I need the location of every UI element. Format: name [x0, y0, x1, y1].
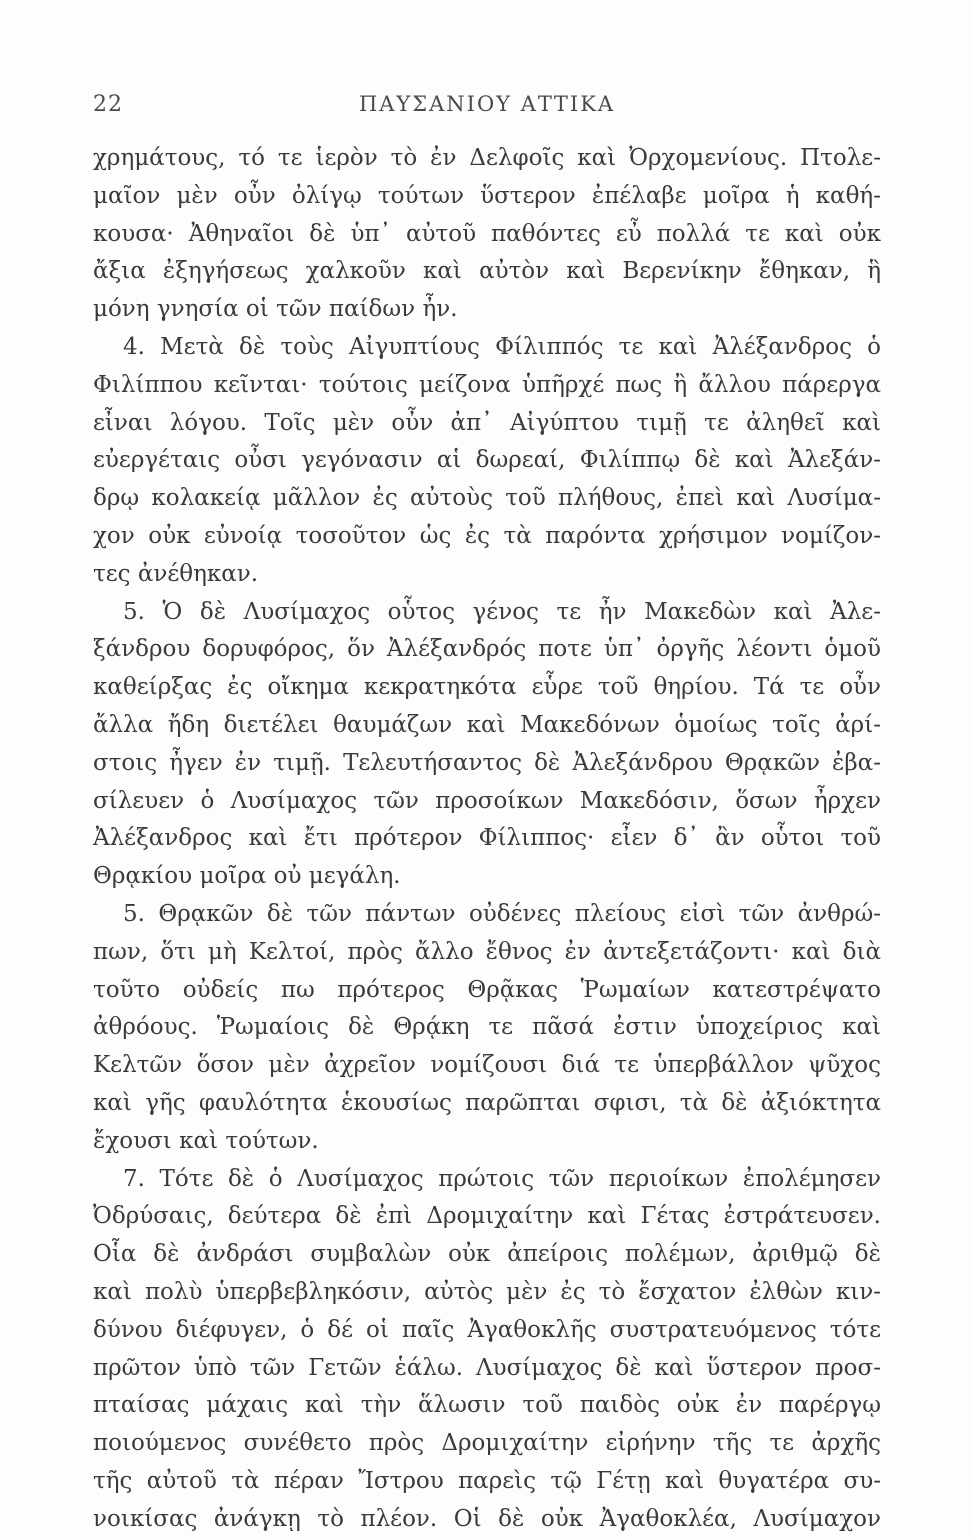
- text-line: Ἀλέξανδρος καὶ ἔτι πρότερον Φίλιππος· εἶεν δ᾽ ἂν οὗτοι τοῦ: [93, 825, 881, 852]
- text-line: Ὀδρύσαις, δεύτερα δὲ ἐπὶ Δρομιχαίτην καὶ Γέτας ἐστράτευσεν.: [93, 1203, 881, 1230]
- text-line: πταίσας μάχαις καὶ τὴν ἅλωσιν τοῦ παιδὸς οὐκ ἐν παρέργῳ: [93, 1392, 881, 1419]
- text-line: ἄξια ἐξηγήσεως χαλκοῦν καὶ αὐτὸν καὶ Βερενίκην ἔθηκαν, ἣ: [93, 258, 881, 285]
- body-text: [93, 140, 881, 1538]
- text-line: δύνου διέφυγεν, ὁ δέ οἱ παῖς Ἀγαθοκλῆς συστρατευόμενος τότε: [93, 1316, 881, 1343]
- text-line: ἔχουσι καὶ τούτων.: [93, 1127, 319, 1154]
- text-line: στοις ἦγεν ἐν τιμῇ. Τελευτήσαντος δὲ Ἀλεξάνδρου Θρᾳκῶν ἐβα-: [93, 749, 881, 776]
- text-line: τες ἀνέθηκαν.: [93, 560, 259, 587]
- text-line: ἀθρόους. Ῥωμαίοις δὲ Θρᾴκη τε πᾶσά ἐστιν ὑποχείριος καὶ: [93, 1014, 881, 1041]
- text-line: δρῳ κολακείᾳ μᾶλλον ἐς αὐτοὺς τοῦ πλήθους, ἐπεὶ καὶ Λυσίμα-: [93, 485, 881, 512]
- text-line: καὶ γῆς φαυλότητα ἑκουσίως παρῶπται σφισι, τὰ δὲ ἀξιόκτητα: [93, 1089, 881, 1116]
- text-line: ἄλλα ἤδη διετέλει θαυμάζων καὶ Μακεδόνων ὁμοίως τοῖς ἀρί-: [93, 711, 881, 738]
- text-line: κουσα· Ἀθηναῖοι δὲ ὑπ᾽ αὐτοῦ παθόντες εὖ πολλά τε καὶ οὐκ: [93, 220, 881, 247]
- text-line: τοῦτο οὐδείς πω πρότερος Θρᾷκας Ῥωμαίων κατεστρέψατο: [93, 976, 881, 1003]
- text-line: νοικίσας ἀνάγκῃ τὸ πλέον. Οἱ δὲ οὐκ Ἀγαθοκλέα, Λυσίμαχον: [93, 1505, 881, 1532]
- text-line: σίλευεν ὁ Λυσίμαχος τῶν προσοίκων Μακεδόσιν, ὅσων ἦρχεν: [93, 787, 881, 814]
- text-line: μόνη γνησία οἱ τῶν παίδων ἦν.: [93, 296, 458, 323]
- text-line: Κελτῶν ὅσον μὲν ἀχρεῖον νομίζουσι διά τε ὑπερβάλλον ψῦχος: [93, 1052, 881, 1079]
- text-line: πρῶτον ὑπὸ τῶν Γετῶν ἑάλω. Λυσίμαχος δὲ καὶ ὕστερον προσ-: [93, 1354, 881, 1381]
- text-line: Οἷα δὲ ἀνδράσι συμβαλὼν οὐκ ἀπείροις πολέμων, ἀριθμῷ δὲ: [93, 1241, 881, 1268]
- running-title: ΠΑΥΣΑΝΙΟΥ ΑΤΤΙΚΑ: [358, 92, 616, 116]
- text-line: 4. Μετὰ δὲ τοὺς Αἰγυπτίους Φίλιππός τε καὶ Ἀλέξανδρος ὁ: [123, 333, 881, 360]
- text-line: ξάνδρου δορυφόρος, ὅν Ἀλέξανδρός ποτε ὑπ᾽ ὀργῆς λέοντι ὁμοῦ: [93, 636, 881, 663]
- text-line: 7. Τότε δὲ ὁ Λυσίμαχος πρώτοις τῶν περιοίκων ἐπολέμησεν: [123, 1165, 881, 1192]
- text-line: εἶναι λόγου. Τοῖς μὲν οὖν ἀπ᾽ Αἰγύπτου τιμῇ τε ἀληθεῖ καὶ: [93, 409, 881, 436]
- text-line: πων, ὅτι μὴ Κελτοί, πρὸς ἄλλο ἔθνος ἐν ἀντεξετάζοντι· καὶ διὰ: [93, 938, 881, 965]
- text-line: 5. Θρᾳκῶν δὲ τῶν πάντων οὐδένες πλείους εἰσὶ τῶν ἀνθρώ-: [123, 900, 881, 927]
- text-line: 5. Ὁ δὲ Λυσίμαχος οὗτος γένος τε ἦν Μακεδὼν καὶ Ἀλε-: [123, 598, 881, 625]
- text-line: μαῖον μὲν οὖν ὀλίγῳ τούτων ὕστερον ἐπέλαβε μοῖρα ἡ καθή-: [93, 182, 881, 209]
- text-line: Θρᾳκίου μοῖρα οὐ μεγάλη.: [93, 863, 401, 890]
- text-line: καὶ πολὺ ὑπερβεβληκόσιν, αὐτὸς μὲν ἐς τὸ ἔσχατον ἐλθὼν κιν-: [93, 1278, 881, 1305]
- text-line: ποιούμενος συνέθετο πρὸς Δρομιχαίτην εἰρήνην τῆς τε ἀρχῆς: [93, 1430, 881, 1457]
- text-line: τῆς αὐτοῦ τὰ πέραν Ἴστρου παρεὶς τῷ Γέτῃ καὶ θυγατέρα συ-: [93, 1467, 881, 1494]
- text-line: Φιλίππου κεῖνται· τούτοις μείζονα ὑπῆρχέ πως ἢ ἄλλου πάρεργα: [93, 371, 881, 398]
- page-header: [93, 92, 881, 128]
- text-line: καθείρξας ἐς οἴκημα κεκρατηκότα εὗρε τοῦ θηρίου. Τά τε οὖν: [93, 674, 881, 701]
- text-line: εὐεργέταις οὖσι γεγόνασιν αἱ δωρεαί, Φιλίππῳ δὲ καὶ Ἀλεξάν-: [93, 447, 881, 474]
- text-line: χον οὐκ εὐνοίᾳ τοσοῦτον ὡς ἐς τὰ παρόντα χρήσιμον νομίζον-: [93, 522, 881, 549]
- page-number: 22: [93, 92, 123, 117]
- text-line: χρημάτους, τό τε ἱερὸν τὸ ἐν Δελφοῖς καὶ Ὀρχομενίους. Πτολε-: [93, 145, 881, 171]
